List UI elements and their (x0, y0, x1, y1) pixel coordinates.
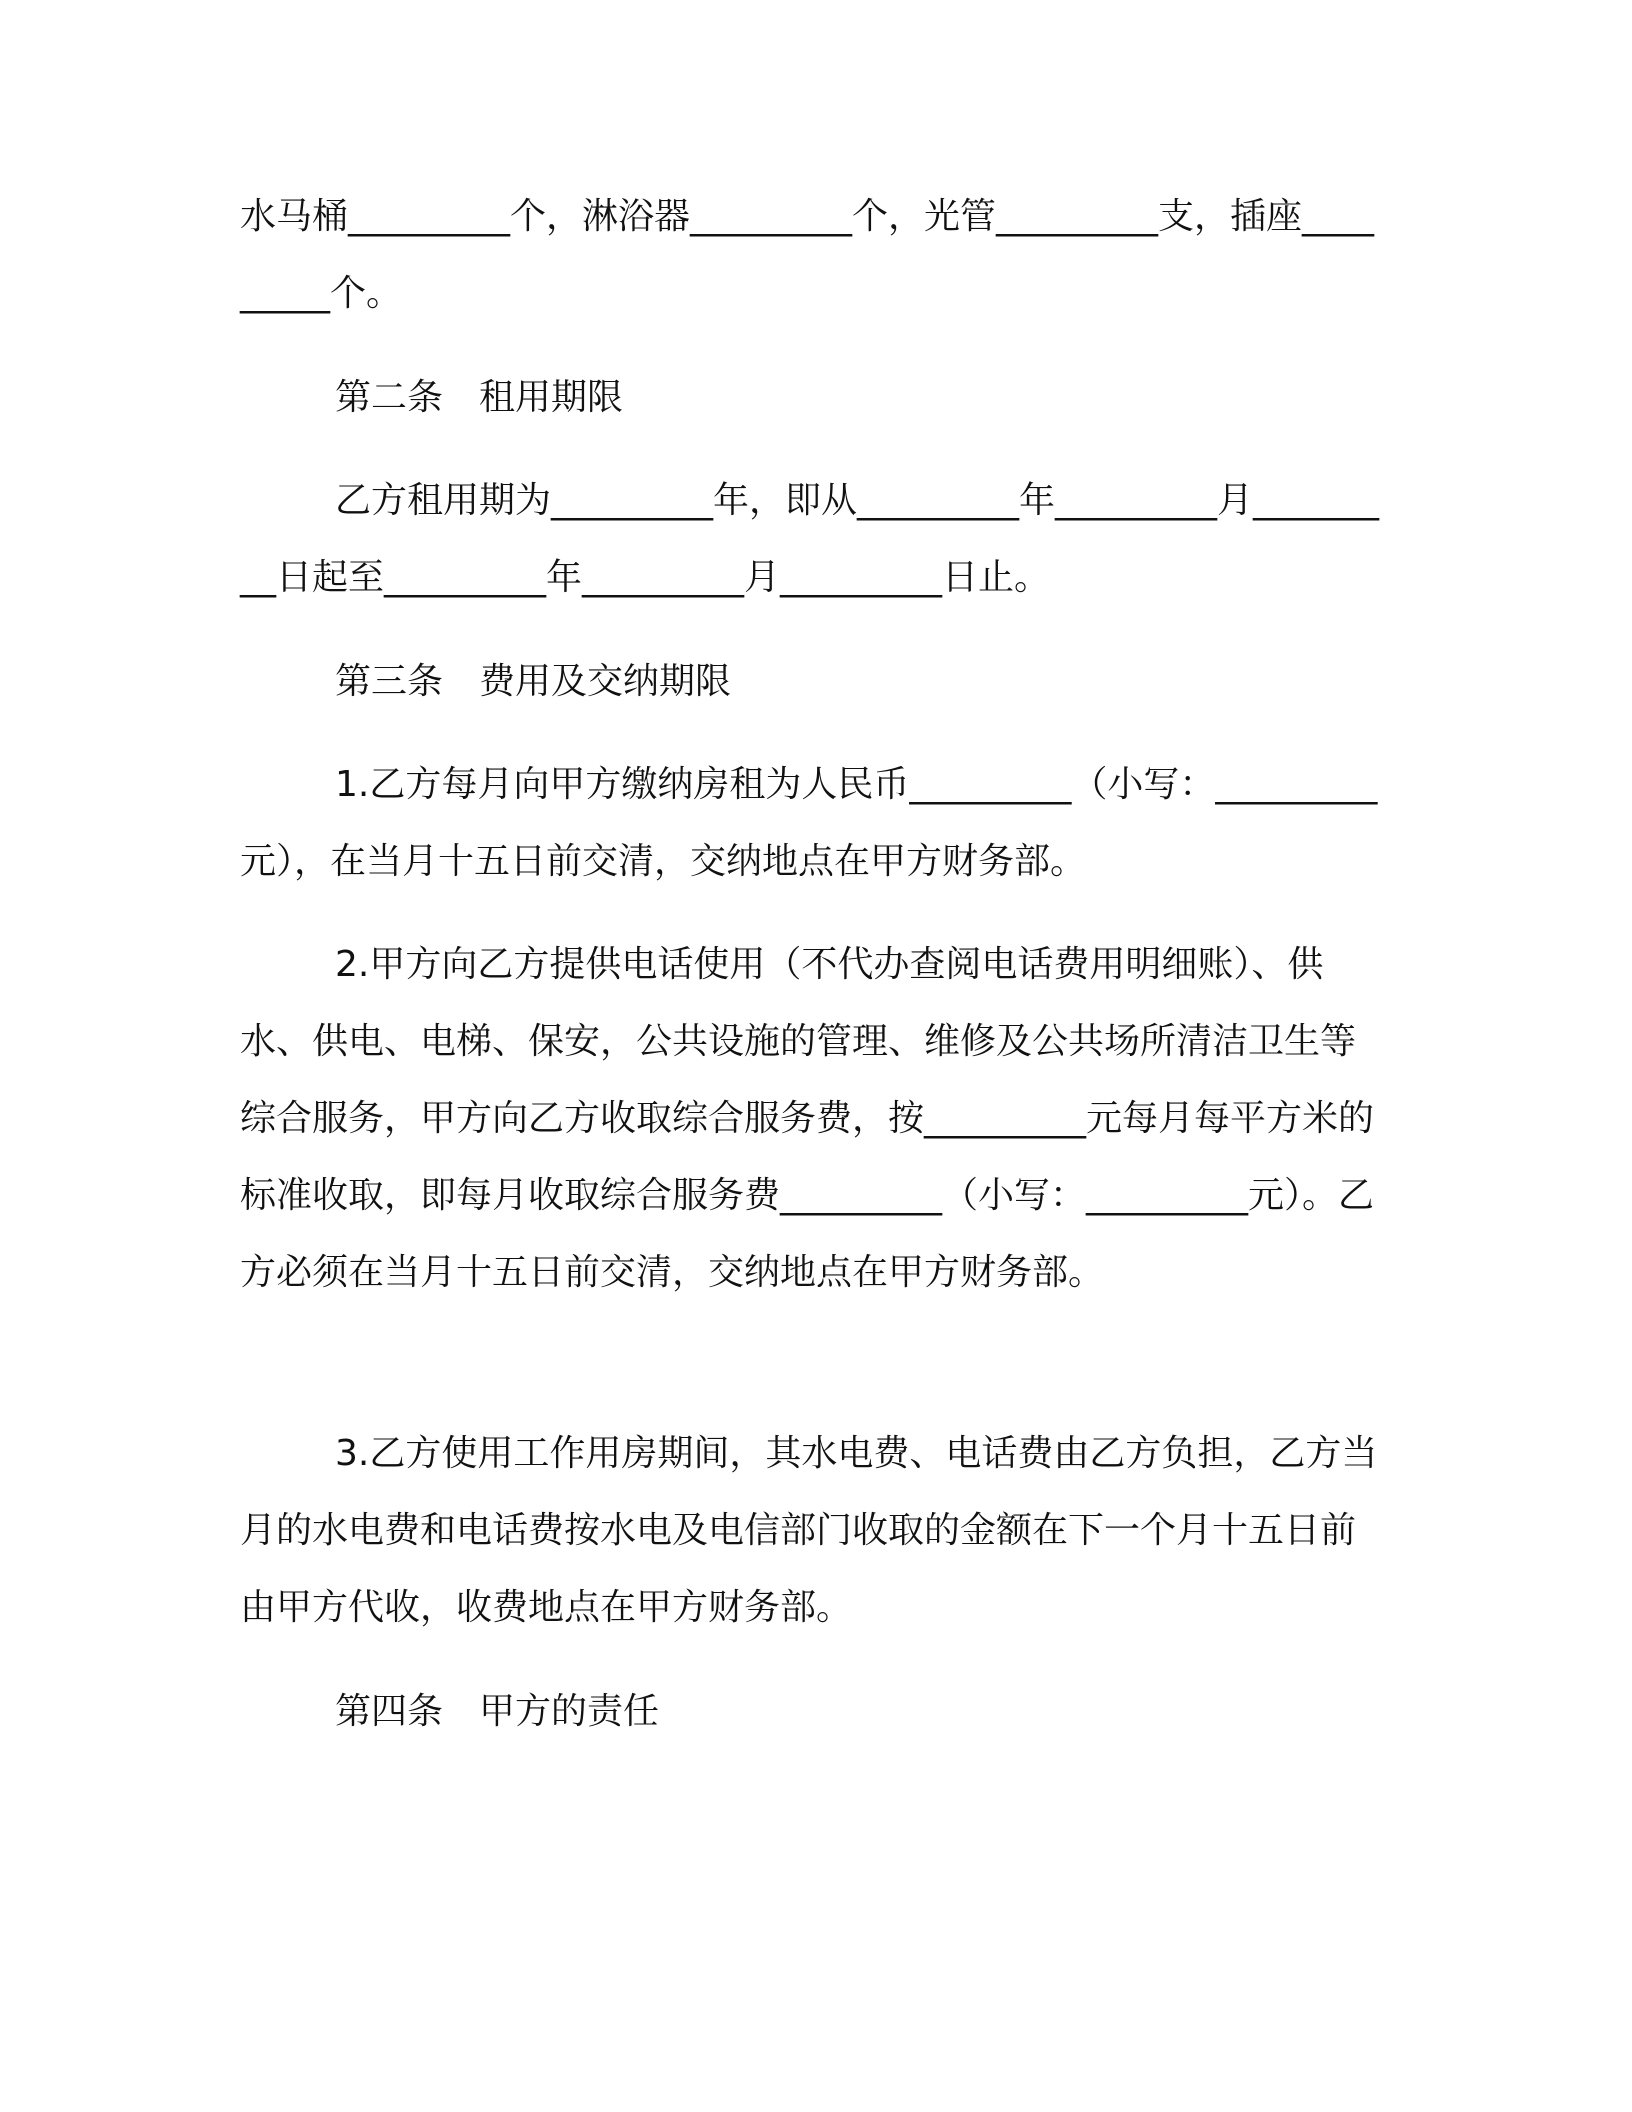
article-2-heading: 第二条 租用期限 (335, 377, 624, 418)
article-4-heading: 第四条 甲方的责任 (335, 1691, 660, 1732)
article-3-item-2: 2.甲方向乙方提供电话使用（不代办查阅电话费用明细账）、供水、供电、电梯、保安，公共设施的管理、维修及公共场所清洁卫生等综合服务，甲方向乙方收取综合服务费，按_________元每月每平方米的标准收取，即每月收取综合服务费_________（小写：_________元）。乙方必须在当月十五日前交清，交纳地点在甲方财务部。 (240, 944, 1375, 1293)
article-3-item-3: 3.乙方使用工作用房期间，其水电费、电话费由乙方负担，乙方当月的水电费和电话费按水电及电信部门收取的金额在下一个月十五日前由甲方代收，收费地点在甲方财务部。 (240, 1433, 1378, 1628)
article-2-body: 乙方租用期为_________年，即从_________年_________月_________日起至_________年_________月_________日止。 (240, 480, 1380, 598)
fixtures-paragraph: 水马桶_________个，淋浴器_________个，光管_________支，插座_________个。 (240, 196, 1375, 314)
article-3-item-1: 1.乙方每月向甲方缴纳房租为人民币_________（小写：_________元），在当月十五日前交清，交纳地点在甲方财务部。 (240, 764, 1378, 882)
article-3-heading: 第三条 费用及交纳期限 (335, 661, 732, 702)
